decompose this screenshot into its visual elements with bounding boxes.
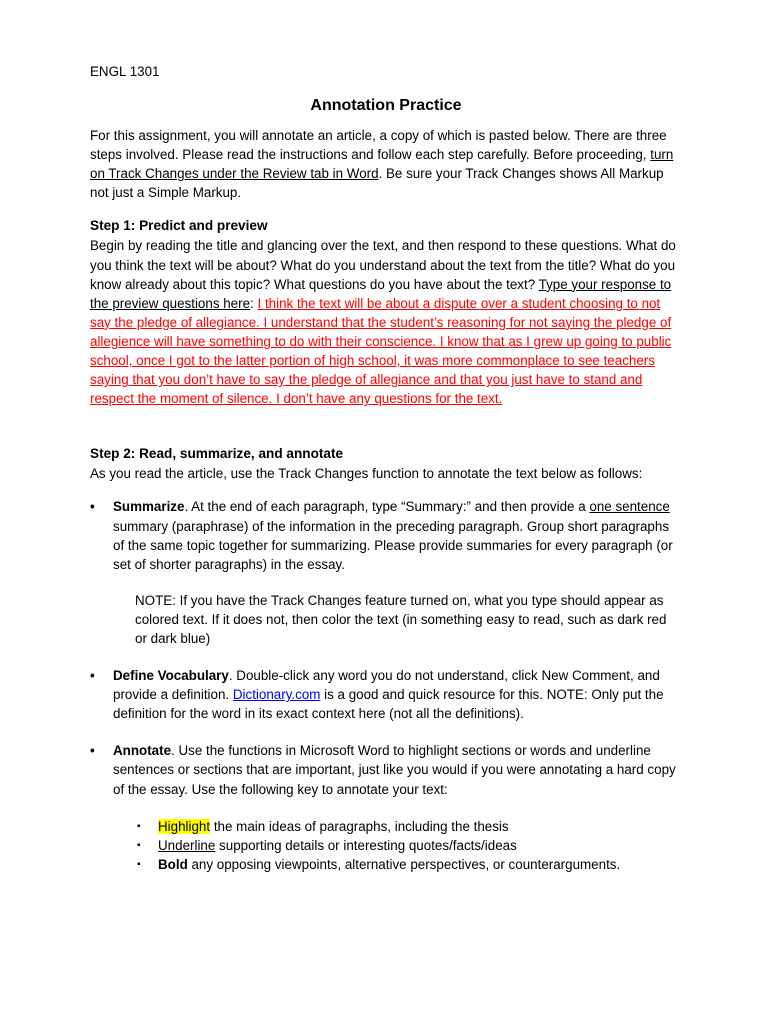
key-item-underline [90, 836, 682, 855]
step2-intro: As you read the article, use the Track Changes function to annotate the text below as follows: [90, 466, 643, 482]
square-bullet: ▪ [137, 858, 141, 870]
bullet-define-vocabulary [90, 666, 682, 723]
summarize-term: Summarize [113, 499, 185, 515]
course-code: ENGL 1301 [90, 64, 160, 79]
bullet-dot: • [90, 668, 95, 684]
summarize-text-2: summary (paraphrase) of the information in the preceding paragraph. Group short paragraphs of the same topic together for summarizing. Please provide summaries for every paragraph (or set of shorter paragraphs) in the essay. [113, 518, 673, 572]
bullet-dot: • [90, 499, 95, 515]
bullet-dot: • [90, 743, 95, 759]
intro-paragraph [90, 126, 682, 202]
step1-text: Begin by reading the title and glancing over the text, and then respond to these questions. What do you think the text will be about? What do you understand about the text from the title? What do you know already about this topic? What questions do you have about the text? [90, 238, 676, 292]
vocab-text-1: . Double-click any word you do not understand, click New Comment, and provide a definition. [113, 668, 660, 703]
summarize-underlined: one sentence [589, 499, 670, 515]
key-term-highlight: Highlight [158, 818, 211, 834]
step1-colon: : [250, 295, 258, 311]
key-text-highlight: the main ideas of paragraphs, including the thesis [210, 818, 509, 834]
intro-underlined: turn on Track Changes under the Review tab in Word [90, 147, 674, 182]
annotate-term: Annotate [113, 743, 172, 759]
note-paragraph: NOTE: If you have the Track Changes feature turned on, what you type should appear as colored text. If it does not, then color the text (in something easy to read, such as dark red or dark blue) [135, 592, 667, 646]
step2-heading: Step 2: Read, summarize, and annotate [90, 446, 344, 462]
vocab-text-2: is a good and quick resource for this. NOTE: Only put the definition for the word in its exact context here (not all the definitions). [113, 687, 664, 722]
student-response[interactable]: I think the text will be about a dispute over a student choosing to not say the pledge of allegiance. I understand that the student’s reasoning for not saying the pledge of allegience will have something to do with their conscience. I know that as I grew up going to public school, once I got to the latter portion of high school, it was more commonplace to see teachers saying that you don’t have to say the pledge of allegiance and that you just have to stand and respect the moment of silence. I don’t have any questions for the text. [90, 295, 672, 407]
dictionary-link[interactable]: Dictionary.com [232, 687, 321, 703]
vocab-term: Define Vocabulary [113, 668, 229, 684]
bullet-annotate [90, 741, 682, 798]
step1-prompt-underlined: Type your response to the preview questions here [90, 276, 672, 311]
bullet-summarize [90, 497, 682, 573]
square-bullet: ▪ [137, 820, 141, 832]
step1-paragraph [90, 236, 682, 408]
key-term-bold: Bold [158, 856, 188, 872]
step1-heading: Step 1: Predict and preview [90, 218, 268, 234]
key-item-highlight [90, 817, 682, 836]
annotate-text: . Use the functions in Microsoft Word to highlight sections or words and underline sentences or sections that are important, just like you would if you were annotating a hard copy of the essay. Use the following key to annotate your text: [113, 743, 676, 797]
intro-text-1: For this assignment, you will annotate an article, a copy of which is pasted below. There are three steps involved. Please read the instructions and follow each step carefully. Before proceeding, [90, 128, 667, 163]
intro-text-2: . Be sure your Track Changes shows All Markup not just a Simple Markup. [90, 166, 664, 201]
key-text-underline: supporting details or interesting quotes/facts/ideas [215, 837, 517, 853]
key-term-underline: Underline [158, 837, 216, 853]
document-title: Annotation Practice [310, 97, 462, 115]
key-text-bold: any opposing viewpoints, alternative perspectives, or counterarguments. [187, 856, 621, 872]
square-bullet: ▪ [137, 839, 141, 851]
document-body [90, 62, 682, 874]
summarize-text-1: . At the end of each paragraph, type “Summary:” and then provide a [184, 499, 590, 515]
key-item-bold [90, 855, 682, 874]
